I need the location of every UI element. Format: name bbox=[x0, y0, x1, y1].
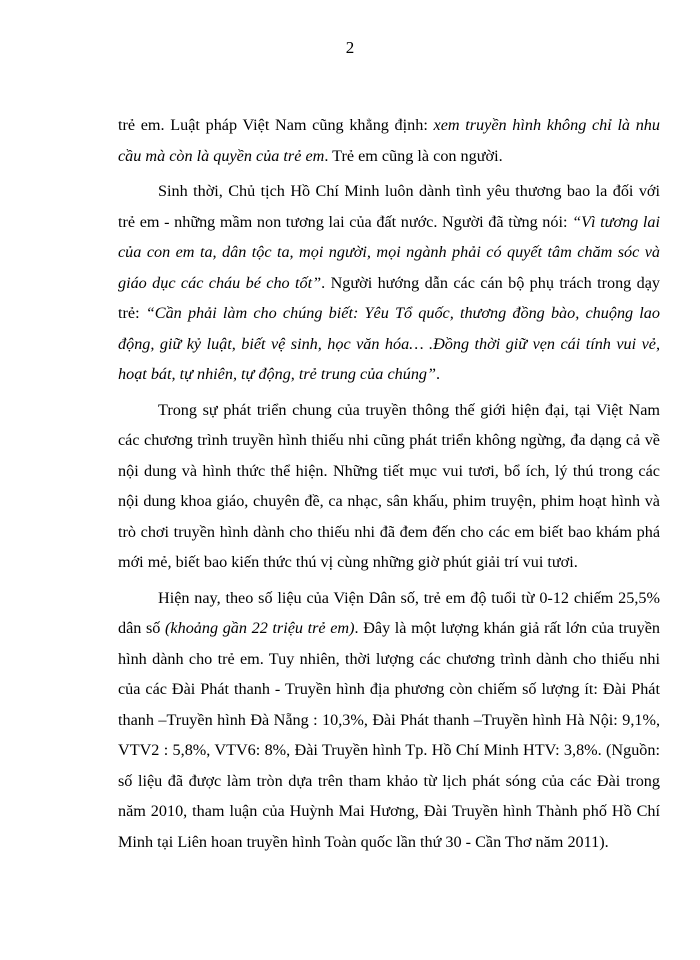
paragraph-4 bbox=[118, 583, 660, 858]
paragraph-3 bbox=[118, 395, 660, 578]
paragraph-2-text-end: . bbox=[436, 365, 441, 383]
page-number: 2 bbox=[345, 38, 355, 57]
paragraph-1-italic-quote: xem truyền hình không chỉ là nhu cầu mà còn là quyền của trẻ em bbox=[118, 116, 660, 165]
paragraph-4-text-end: . Đây là một lượng khán giả rất lớn của truyền hình dành cho trẻ em. Tuy nhiên, thời lượng các chương trình dành cho thiếu nhi của các Đài Phát thanh - Truyền hình địa phương còn chiếm số lượng ít: Đài Phát thanh –Truyền hình Đà Nẵng : 10,3%, Đài Phát thanh –Truyền hình Hà Nội: 9,1%, VTV2 : 5,8%, VTV6: 8%, Đài Truyền hình Tp. Hồ Chí Minh HTV: 3,8%. (Nguồn: số liệu đã được làm tròn dựa trên tham khảo từ lịch phát sóng của các Đài trong năm 2010, tham luận của Huỳnh Mai Hương, Đài Truyền hình Thành phố Hồ Chí Minh tại Liên hoan truyền hình Toàn quốc lần thứ 30 - Cần Thơ năm 2011). bbox=[118, 619, 660, 851]
paragraph-3-text: Trong sự phát triển chung của truyền thông thế giới hiện đại, tại Việt Nam các chương trình truyền hình thiếu nhi cũng phát triển không ngừng, đa dạng cả về nội dung và hình thức thể hiện. Những tiết mục vui tươi, bổ ích, lý thú trong các nội dung khoa giáo, chuyên đề, ca nhạc, sân khấu, phim truyện, phim hoạt hình và trò chơi truyền hình dành cho thiếu nhi đã đem đến cho các em biết bao khám phá mới mẻ, biết bao kiến thức thú vị cùng những giờ phút giải trí vui tươi. bbox=[118, 400, 660, 571]
paragraph-1 bbox=[118, 110, 660, 171]
paragraph-1-text-end: . Trẻ em cũng là con người. bbox=[324, 146, 503, 165]
paragraph-2 bbox=[118, 176, 660, 390]
document-body bbox=[118, 110, 660, 857]
paragraph-4-text: Hiện nay, theo số liệu của Viện Dân số, trẻ em độ tuổi từ 0-12 chiếm 25,5% dân số bbox=[118, 588, 660, 637]
paragraph-2-text: Sinh thời, Chủ tịch Hồ Chí Minh luôn dành tình yêu thương bao la đối với trẻ em - những mầm non tương lai của đất nước. Người đã từng nói: bbox=[118, 182, 660, 231]
paragraph-2-quote-2: “Cần phải làm cho chúng biết: Yêu Tổ quốc, thương đồng bào, chuộng lao động, giữ kỷ luật, biết vệ sinh, học văn hóa… .Đồng thời giữ vẹn cái tính vui vẻ, hoạt bát, tự nhiên, tự động, trẻ trung của chúng” bbox=[118, 304, 660, 383]
paragraph-1-text: trẻ em. Luật pháp Việt Nam cũng khẳng định: bbox=[118, 116, 434, 134]
paragraph-2-text-mid: . Người hướng dẫn các cán bộ phụ trách trong dạy trẻ: bbox=[118, 273, 661, 322]
paragraph-4-italic-note: (khoảng gần 22 triệu trẻ em) bbox=[165, 619, 355, 637]
paragraph-2-quote-1: “Vì tương lai của con em ta, dân tộc ta, mọi người, mọi ngành phải có quyết tâm chăm sóc và giáo dục các cháu bé cho tốt” bbox=[118, 212, 660, 292]
